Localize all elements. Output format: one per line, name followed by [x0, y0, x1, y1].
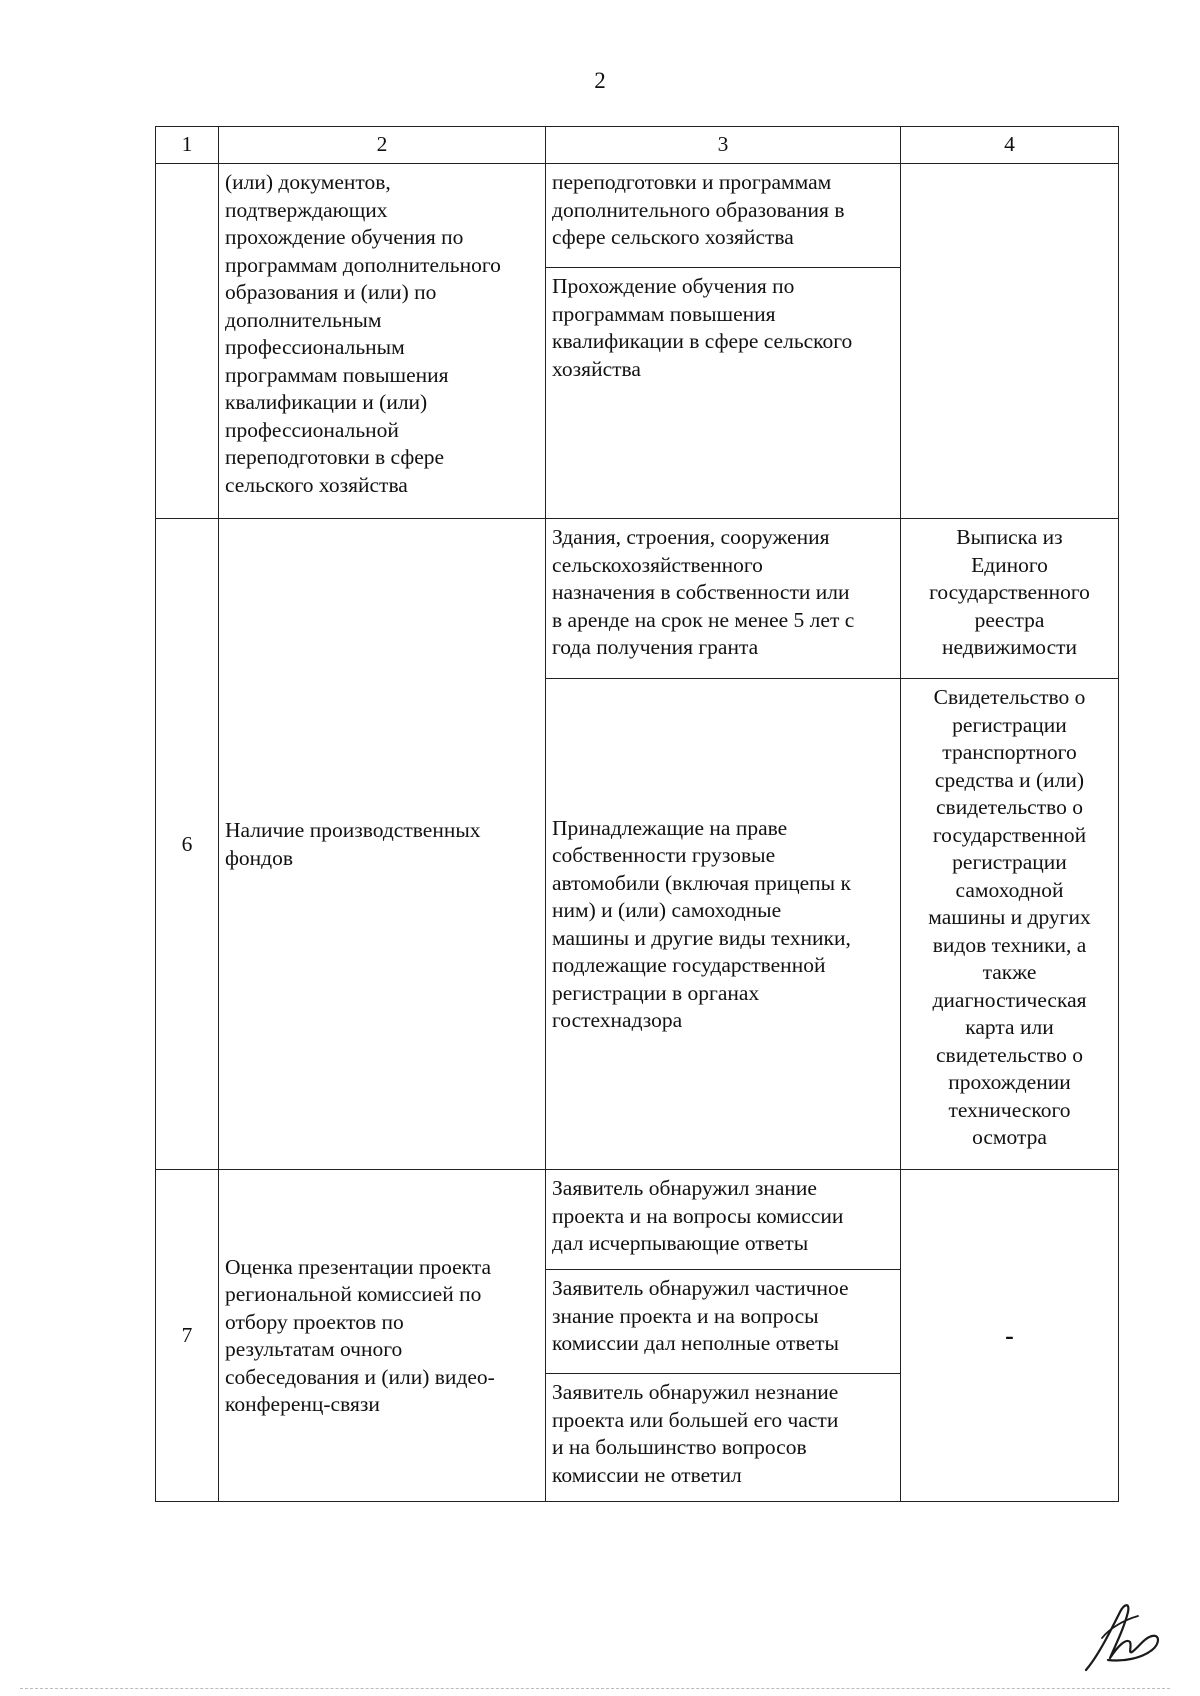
condition-cell: Заявитель обнаружил знание проекта и на вопросы комиссии дал исчерпывающие ответы — [546, 1170, 901, 1270]
header-cell-2: 2 — [219, 127, 546, 164]
table-header-row — [156, 127, 1119, 164]
table-row — [156, 519, 1119, 679]
criterion-cell: Наличие производственных фондов — [219, 519, 546, 1170]
table-row — [156, 1170, 1119, 1270]
table-row — [156, 164, 1119, 268]
header-cell-3: 3 — [546, 127, 901, 164]
header-cell-1: 1 — [156, 127, 219, 164]
condition-cell: Заявитель обнаружил частичное знание проекта и на вопросы комиссии дал неполные ответы — [546, 1270, 901, 1374]
row-number-cell: 7 — [156, 1170, 219, 1502]
row-number-cell — [156, 164, 219, 519]
condition-cell: Прохождение обучения по программам повышения квалификации в сфере сельского хозяйства — [546, 268, 901, 519]
row-number-cell: 6 — [156, 519, 219, 1170]
criterion-cell: (или) документов, подтверждающих прохождение обучения по программам дополнительного образования и (или) по дополнительным профессиональным программам повышения квалификации и (или) профессиональной переподготовки в сфере сельского хозяйства — [219, 164, 546, 519]
header-cell-4: 4 — [901, 127, 1119, 164]
criteria-table — [155, 126, 1119, 1502]
documents-cell — [901, 164, 1119, 519]
condition-cell: Принадлежащие на праве собственности грузовые автомобили (включая прицепы к ним) и (или) самоходные машины и другие виды техники, подлежащие государственной регистрации в органах гостехнадзора — [546, 679, 901, 1170]
documents-cell: Свидетельство о регистрации транспортного средства и (или) свидетельство о государственной регистрации самоходной машины и других видов техники, а также диагностическая карта или свидетельство о прохождении технического осмотра — [901, 679, 1119, 1170]
page-number: 2 — [594, 68, 606, 93]
condition-cell: переподготовки и программам дополнительного образования в сфере сельского хозяйства — [546, 164, 901, 268]
documents-cell: Выписка из Единого государственного реестра недвижимости — [901, 519, 1119, 679]
documents-cell: - — [901, 1170, 1119, 1502]
criterion-cell: Оценка презентации проекта региональной комиссией по отбору проектов по результатам очного собеседования и (или) видео- конференц-связи — [219, 1170, 546, 1502]
footer-divider — [20, 1688, 1170, 1689]
condition-cell: Здания, строения, сооружения сельскохозяйственного назначения в собственности или в аренде на срок не менее 5 лет с года получения гранта — [546, 519, 901, 679]
signature-mark — [1080, 1598, 1162, 1676]
condition-cell: Заявитель обнаружил незнание проекта или большей его части и на большинство вопросов комиссии не ответил — [546, 1374, 901, 1502]
